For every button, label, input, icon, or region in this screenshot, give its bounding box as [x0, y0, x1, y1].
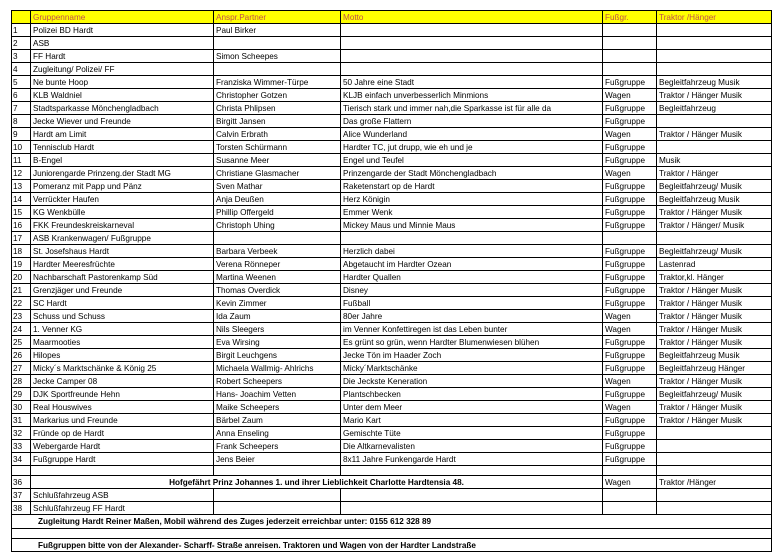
motto-cell — [341, 50, 603, 63]
table-row — [12, 128, 772, 141]
vehicle-cell — [657, 24, 772, 37]
header-group-name: Gruppenname — [31, 11, 214, 24]
vehicle-cell: Begleitfahrzeug/ Musik — [657, 180, 772, 193]
foot-group-cell: Fußgruppe — [603, 115, 657, 128]
vehicle-cell: Traktor / Hänger Musik — [657, 206, 772, 219]
table-row — [12, 427, 772, 440]
row-number: 3 — [12, 50, 31, 63]
vehicle-cell — [657, 232, 772, 245]
row-number: 23 — [12, 310, 31, 323]
table-row-36 — [12, 476, 772, 489]
foot-group-cell: Fußgruppe — [603, 141, 657, 154]
table-row — [12, 245, 772, 258]
contact-cell: Frank Scheepers — [214, 440, 341, 453]
group-name-cell: Ne bunte Hoop — [31, 76, 214, 89]
group-name-cell: Fründe op de Hardt — [31, 427, 214, 440]
motto-cell: 50 Jahre eine Stadt — [341, 76, 603, 89]
vehicle-cell: Begleitfahrzeug Musik — [657, 76, 772, 89]
group-name-cell: Hilopes — [31, 349, 214, 362]
motto-cell: Herz Königin — [341, 193, 603, 206]
vehicle-cell: Begleitfahrzeug Musik — [657, 193, 772, 206]
table-row — [12, 323, 772, 336]
row-number: 32 — [12, 427, 31, 440]
motto-cell: 80er Jahre — [341, 310, 603, 323]
group-name-cell: Stadtsparkasse Mönchengladbach — [31, 102, 214, 115]
foot-group-cell — [603, 50, 657, 63]
table-row — [12, 401, 772, 414]
table-row — [12, 89, 772, 102]
vehicle-cell: Lastenrad — [657, 258, 772, 271]
vehicle-cell: Traktor / Hänger Musik — [657, 310, 772, 323]
row-number: 4 — [12, 63, 31, 76]
motto-cell: KLJB einfach unverbesserlich Minmions — [341, 89, 603, 102]
group-name-cell: Grenzjäger und Freunde — [31, 284, 214, 297]
motto-cell: 8x11 Jahre Funkengarde Hardt — [341, 453, 603, 466]
motto-cell: Abgetaucht im Hardter Ozean — [341, 258, 603, 271]
row-number: 2 — [12, 37, 31, 50]
group-name-cell: Verrückter Haufen — [31, 193, 214, 206]
row-number: 10 — [12, 141, 31, 154]
contact-cell: Verena Rönneper — [214, 258, 341, 271]
vehicle-cell — [657, 440, 772, 453]
table-row — [12, 297, 772, 310]
motto-cell: Plantschbecken — [341, 388, 603, 401]
motto-cell: Mickey Maus und Minnie Maus — [341, 219, 603, 232]
foot-group-cell: Wagen — [603, 375, 657, 388]
motto-cell: Engel und Teufel — [341, 154, 603, 167]
foot-group-cell: Fußgruppe — [603, 336, 657, 349]
group-name-cell: ASB Krankenwagen/ Fußgruppe — [31, 232, 214, 245]
foot-group-cell — [603, 24, 657, 37]
vehicle-cell: Traktor / Hänger Musik — [657, 375, 772, 388]
contact-cell: Christopher Gotzen — [214, 89, 341, 102]
row-number: 25 — [12, 336, 31, 349]
zugleitung-note: Zugleitung Hardt Reiner Maßen, Mobil während des Zuges jederzeit erreichbar unter: 0155 612 328 89 — [12, 515, 772, 529]
vehicle-cell: Begleitfahrzeug Hänger — [657, 362, 772, 375]
group-name-cell: Micky´s Marktschänke & König 25 — [31, 362, 214, 375]
table-row — [12, 63, 772, 76]
row-number: 8 — [12, 115, 31, 128]
table-row — [12, 76, 772, 89]
motto-cell: Unter dem Meer — [341, 401, 603, 414]
table-row — [12, 232, 772, 245]
table-row — [12, 284, 772, 297]
vehicle-cell: Begleitfahrzeug — [657, 102, 772, 115]
foot-group-cell — [603, 63, 657, 76]
motto-cell: Mario Kart — [341, 414, 603, 427]
foot-group-cell: Fußgruppe — [603, 193, 657, 206]
row-number: 15 — [12, 206, 31, 219]
table-row — [12, 453, 772, 466]
group-name-cell: Schlußfahrzeug ASB — [31, 489, 214, 502]
foot-group-cell: Fußgruppe — [603, 258, 657, 271]
contact-cell: Christiane Glasmacher — [214, 167, 341, 180]
motto-cell: Herzlich dabei — [341, 245, 603, 258]
foot-group-cell: Wagen — [603, 476, 657, 489]
motto-cell: im Venner Konfettiregen ist das Leben bunter — [341, 323, 603, 336]
vehicle-cell — [657, 63, 772, 76]
foot-group-cell: Fußgruppe — [603, 180, 657, 193]
row-number: 30 — [12, 401, 31, 414]
table-row — [12, 102, 772, 115]
table-row — [12, 24, 772, 37]
foot-group-cell: Fußgruppe — [603, 440, 657, 453]
table-row — [12, 219, 772, 232]
vehicle-cell: Traktor / Hänger Musik — [657, 401, 772, 414]
foot-group-cell: Wagen — [603, 401, 657, 414]
vehicle-cell: Musik — [657, 154, 772, 167]
contact-cell: Calvin Erbrath — [214, 128, 341, 141]
foot-group-cell: Fußgruppe — [603, 297, 657, 310]
contact-cell: Thomas Overdick — [214, 284, 341, 297]
foot-group-cell: Wagen — [603, 310, 657, 323]
parade-lineup-table — [11, 10, 772, 552]
vehicle-cell — [657, 115, 772, 128]
motto-cell: Hardter TC, jut drupp, wie eh und je — [341, 141, 603, 154]
vehicle-cell: Traktor / Hänger Musik — [657, 89, 772, 102]
motto-cell: Alice Wunderland — [341, 128, 603, 141]
table-row — [12, 167, 772, 180]
group-name-cell: Markarius und Freunde — [31, 414, 214, 427]
table-row — [12, 336, 772, 349]
contact-cell: Barbara Verbeek — [214, 245, 341, 258]
contact-cell: Michaela Wallmig- Ahlrichs — [214, 362, 341, 375]
vehicle-cell — [657, 50, 772, 63]
group-name-cell: Real Houswives — [31, 401, 214, 414]
motto-cell: Das große Flattern — [341, 115, 603, 128]
group-name-cell: FKK Freundeskreiskarneval — [31, 219, 214, 232]
table-row — [12, 206, 772, 219]
contact-cell: Simon Scheepes — [214, 50, 341, 63]
vehicle-cell: Begleitfahrzeug Musik — [657, 349, 772, 362]
table-row-37 — [12, 489, 772, 502]
vehicle-cell: Traktor / Hänger Musik — [657, 284, 772, 297]
table-row-38 — [12, 502, 772, 515]
motto-cell — [341, 232, 603, 245]
motto-cell: Jecke Tön im Haader Zoch — [341, 349, 603, 362]
vehicle-cell — [657, 427, 772, 440]
group-name-cell: Schuss und Schuss — [31, 310, 214, 323]
contact-cell: Susanne Meer — [214, 154, 341, 167]
table-row — [12, 388, 772, 401]
contact-cell: Bärbel Zaum — [214, 414, 341, 427]
contact-cell: Christa Phlipsen — [214, 102, 341, 115]
header-vehicle: Traktor /Hänger — [657, 11, 772, 24]
row-number: 19 — [12, 258, 31, 271]
motto-cell: Die Jeckste Keneration — [341, 375, 603, 388]
group-name-cell: Schlußfahrzeug FF Hardt — [31, 502, 214, 515]
vehicle-cell — [657, 141, 772, 154]
contact-cell: Franziska Wimmer-Türpe — [214, 76, 341, 89]
contact-cell: Ida Zaum — [214, 310, 341, 323]
motto-cell: Gemischte Tüte — [341, 427, 603, 440]
contact-cell: Eva Wirsing — [214, 336, 341, 349]
vehicle-cell: Traktor / Hänger Musik — [657, 128, 772, 141]
group-name-cell: Jecke Camper 08 — [31, 375, 214, 388]
contact-cell: Robert Scheepers — [214, 375, 341, 388]
group-name-cell: Maarmooties — [31, 336, 214, 349]
contact-cell: Birgitt Jansen — [214, 115, 341, 128]
header-row — [12, 11, 772, 24]
motto-cell: Prinzengarde der Stadt Mönchengladbach — [341, 167, 603, 180]
row-number: 11 — [12, 154, 31, 167]
motto-cell — [341, 24, 603, 37]
contact-cell: Jens Beier — [214, 453, 341, 466]
row-number: 31 — [12, 414, 31, 427]
foot-group-cell: Fußgruppe — [603, 414, 657, 427]
foot-group-cell: Fußgruppe — [603, 154, 657, 167]
foot-group-cell — [603, 37, 657, 50]
vehicle-cell: Traktor,kl. Hänger — [657, 271, 772, 284]
contact-cell: Birgit Leuchgens — [214, 349, 341, 362]
row-number: 38 — [12, 502, 31, 515]
group-name-cell: SC Hardt — [31, 297, 214, 310]
row-number: 36 — [12, 476, 31, 489]
contact-cell: Paul Birker — [214, 24, 341, 37]
group-name-cell: Tennisclub Hardt — [31, 141, 214, 154]
empty-row — [12, 466, 772, 476]
contact-cell — [214, 37, 341, 50]
table-row — [12, 440, 772, 453]
row-number: 17 — [12, 232, 31, 245]
motto-cell: Disney — [341, 284, 603, 297]
motto-cell — [341, 37, 603, 50]
table-row — [12, 115, 772, 128]
header-foot-group: Fußgr. — [603, 11, 657, 24]
table-row — [12, 349, 772, 362]
motto-cell — [341, 63, 603, 76]
motto-cell: Micky´Marktschänke — [341, 362, 603, 375]
motto-cell: Hardter Quallen — [341, 271, 603, 284]
table-row — [12, 37, 772, 50]
row-number: 28 — [12, 375, 31, 388]
table-row — [12, 258, 772, 271]
note-row-zugleitung — [12, 515, 772, 529]
group-name-cell: ASB — [31, 37, 214, 50]
empty-row — [12, 529, 772, 539]
group-name-cell: Hardt am Limit — [31, 128, 214, 141]
foot-group-cell: Wagen — [603, 323, 657, 336]
row-number: 1 — [12, 24, 31, 37]
table-row — [12, 154, 772, 167]
group-name-cell: B-Engel — [31, 154, 214, 167]
vehicle-cell: Traktor / Hänger Musik — [657, 414, 772, 427]
group-name-cell: Fußgruppe Hardt — [31, 453, 214, 466]
vehicle-cell — [657, 453, 772, 466]
contact-cell — [214, 232, 341, 245]
prince-carriage-cell: Hofgefährt Prinz Johannes 1. und ihrer Lieblichkeit Charlotte Hardtensia 48. — [31, 476, 603, 489]
vehicle-cell: Traktor / Hänger/ Musik — [657, 219, 772, 232]
motto-cell: Raketenstart op de Hardt — [341, 180, 603, 193]
foot-group-cell: Fußgruppe — [603, 284, 657, 297]
row-number: 22 — [12, 297, 31, 310]
row-number: 33 — [12, 440, 31, 453]
foot-group-cell: Fußgruppe — [603, 453, 657, 466]
foot-group-cell: Fußgruppe — [603, 388, 657, 401]
contact-cell: Kevin Zimmer — [214, 297, 341, 310]
foot-group-cell: Fußgruppe — [603, 362, 657, 375]
group-name-cell: FF Hardt — [31, 50, 214, 63]
row-number: 12 — [12, 167, 31, 180]
group-name-cell: Webergarde Hardt — [31, 440, 214, 453]
motto-cell: Emmer Wenk — [341, 206, 603, 219]
vehicle-cell: Traktor /Hänger — [657, 476, 772, 489]
motto-cell: Tierisch stark und immer nah,die Sparkasse ist für alle da — [341, 102, 603, 115]
row-number: 13 — [12, 180, 31, 193]
contact-cell: Torsten Schürmann — [214, 141, 341, 154]
table-row — [12, 375, 772, 388]
vehicle-cell: Begleitfahrzeug/ Musik — [657, 245, 772, 258]
foot-group-cell: Fußgruppe — [603, 76, 657, 89]
group-name-cell: KG Wenkbülle — [31, 206, 214, 219]
header-contact: Anspr.Partner — [214, 11, 341, 24]
row-number: 6 — [12, 89, 31, 102]
row-number: 34 — [12, 453, 31, 466]
group-name-cell: Juniorengarde Prinzeng.der Stadt MG — [31, 167, 214, 180]
contact-cell: Christoph Uhing — [214, 219, 341, 232]
note-row-anreise — [12, 539, 772, 552]
foot-group-cell: Fußgruppe — [603, 271, 657, 284]
vehicle-cell: Traktor / Hänger — [657, 167, 772, 180]
row-number: 21 — [12, 284, 31, 297]
group-name-cell: Pomeranz mit Papp und Pänz — [31, 180, 214, 193]
contact-cell: Sven Mathar — [214, 180, 341, 193]
header-motto: Motto — [341, 11, 603, 24]
motto-cell: Fußball — [341, 297, 603, 310]
row-number: 14 — [12, 193, 31, 206]
table-row — [12, 50, 772, 63]
group-name-cell: Hardter Meeresfrüchte — [31, 258, 214, 271]
row-number: 24 — [12, 323, 31, 336]
header-number — [12, 11, 31, 24]
contact-cell: Nils Sleegers — [214, 323, 341, 336]
foot-group-cell: Fußgruppe — [603, 349, 657, 362]
motto-cell: Es grünt so grün, wenn Hardter Blumenwiesen blühen — [341, 336, 603, 349]
group-name-cell: 1. Venner KG — [31, 323, 214, 336]
row-number: 18 — [12, 245, 31, 258]
contact-cell: Anja Deußen — [214, 193, 341, 206]
contact-cell — [214, 63, 341, 76]
foot-group-cell: Fußgruppe — [603, 206, 657, 219]
row-number: 5 — [12, 76, 31, 89]
group-name-cell: Polizei BD Hardt — [31, 24, 214, 37]
table-row — [12, 362, 772, 375]
vehicle-cell: Traktor / Hänger Musik — [657, 323, 772, 336]
group-name-cell: Jecke Wiever und Freunde — [31, 115, 214, 128]
contact-cell: Phillip Offergeld — [214, 206, 341, 219]
table-row — [12, 180, 772, 193]
foot-group-cell: Wagen — [603, 128, 657, 141]
vehicle-cell: Traktor / Hänger Musik — [657, 336, 772, 349]
row-number: 9 — [12, 128, 31, 141]
row-number: 27 — [12, 362, 31, 375]
row-number: 16 — [12, 219, 31, 232]
table-row — [12, 310, 772, 323]
table-row — [12, 193, 772, 206]
foot-group-cell: Wagen — [603, 89, 657, 102]
contact-cell: Maike Scheepers — [214, 401, 341, 414]
foot-group-cell: Fußgruppe — [603, 245, 657, 258]
row-number: 20 — [12, 271, 31, 284]
group-name-cell: Zugleitung/ Polizei/ FF — [31, 63, 214, 76]
table-row — [12, 414, 772, 427]
table-row — [12, 141, 772, 154]
arrival-note: Fußgruppen bitte von der Alexander- Scharff- Straße anreisen. Traktoren und Wagen von der Hardter Landstraße — [12, 539, 772, 552]
group-name-cell: KLB Waldniel — [31, 89, 214, 102]
contact-cell: Anna Enseling — [214, 427, 341, 440]
vehicle-cell: Traktor / Hänger Musik — [657, 297, 772, 310]
row-number: 26 — [12, 349, 31, 362]
group-name-cell: Nachbarschaft Pastorenkamp Süd — [31, 271, 214, 284]
vehicle-cell — [657, 37, 772, 50]
table-row — [12, 271, 772, 284]
contact-cell: Martina Weenen — [214, 271, 341, 284]
foot-group-cell — [603, 232, 657, 245]
row-number: 37 — [12, 489, 31, 502]
motto-cell: Die Altkarnevalisten — [341, 440, 603, 453]
group-name-cell: St. Josefshaus Hardt — [31, 245, 214, 258]
row-number: 29 — [12, 388, 31, 401]
row-number: 7 — [12, 102, 31, 115]
contact-cell: Hans- Joachim Vetten — [214, 388, 341, 401]
group-name-cell: DJK Sportfreunde Hehn — [31, 388, 214, 401]
foot-group-cell: Fußgruppe — [603, 102, 657, 115]
vehicle-cell: Begleitfahrzeug/ Musik — [657, 388, 772, 401]
foot-group-cell: Wagen — [603, 167, 657, 180]
foot-group-cell: Fußgruppe — [603, 219, 657, 232]
foot-group-cell: Fußgruppe — [603, 427, 657, 440]
